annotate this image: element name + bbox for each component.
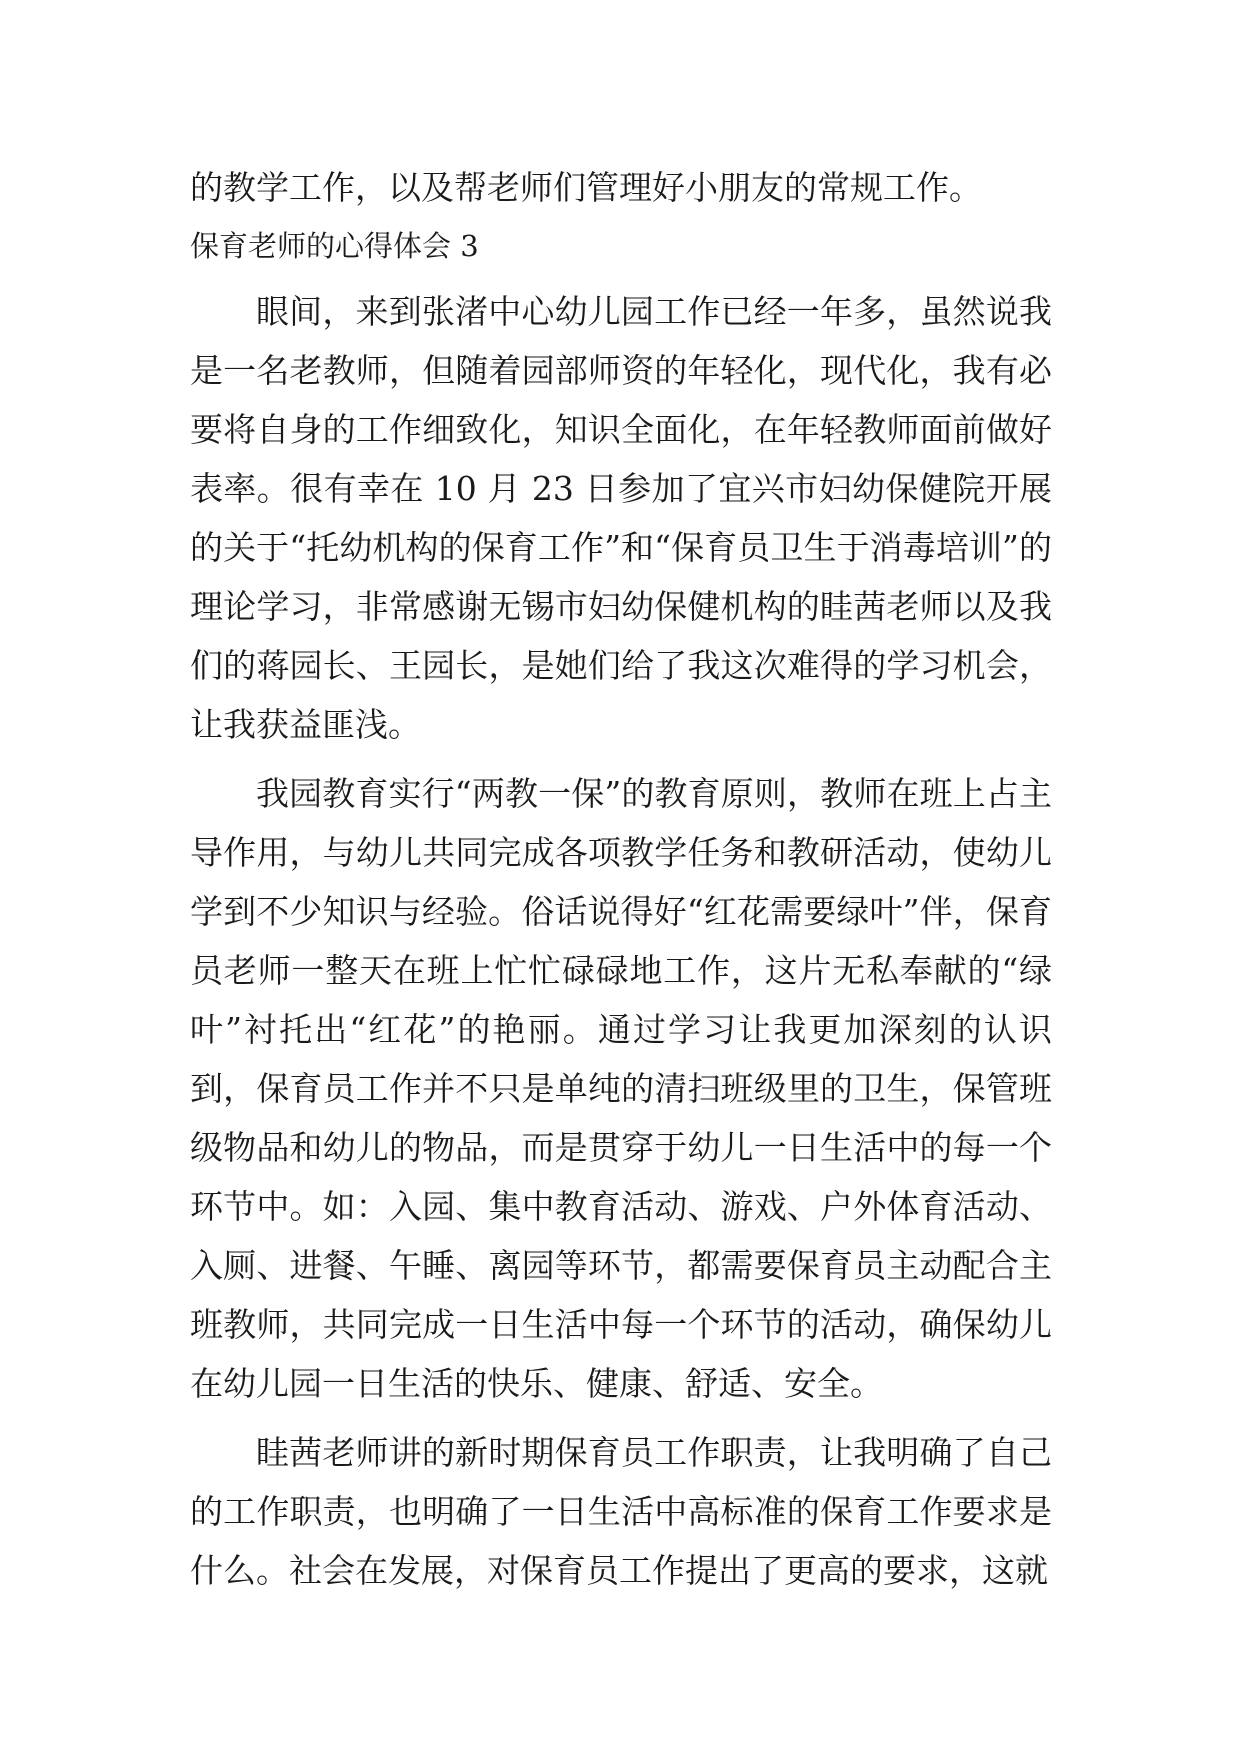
document-body <box>190 158 1052 1600</box>
paragraph-2: 我园教育实行“两教一保”的教育原则，教师在班上占主导作用，与幼儿共同完成各项教学任务和教研活动，使幼儿学到不少知识与经验。俗话说得好“红花需要绿叶”伴，保育员老师一整天在班上忙忙碌碌地工作，这片无私奉献的“绿叶”衬托出“红花”的艳丽。通过学习让我更加深刻的认识到，保育员工作并不只是单纯的清扫班级里的卫生，保管班级物品和幼儿的物品，而是贯穿于幼儿一日生活中的每一个环节中。如：入园、集中教育活动、游戏、户外体育活动、入厕、进餐、午睡、离园等环节，都需要保育员主动配合主班教师，共同完成一日生活中每一个环节的活动，确保幼儿在幼儿园一日生活的快乐、健康、舒适、安全。 <box>190 774 1052 1403</box>
paragraph-1: 眼间，来到张渚中心幼儿园工作已经一年多，虽然说我是一名老教师，但随着园部师资的年轻化，现代化，我有必要将自身的工作细致化，知识全面化，在年轻教师面前做好表率。很有幸在 10 月 23 日参加了宜兴市妇幼保健院开展的关于“托幼机构的保育工作”和“保育员卫生于消毒培训”的理论学习，非常感谢无锡市妇幼保健机构的眭茜老师以及我们的蒋园长、王园长，是她们给了我这次难得的学习机会，让我获益匪浅。 <box>190 292 1052 744</box>
spacer <box>190 1413 1052 1423</box>
section-title: 保育老师的心得体会 3 <box>190 229 479 263</box>
continuation-text: 的教学工作，以及帮老师们管理好小朋友的常规工作。 <box>190 168 982 207</box>
paragraph-3: 眭茜老师讲的新时期保育员工作职责，让我明确了自己的工作职责，也明确了一日生活中高标准的保育工作要求是什么。社会在发展，对保育员工作提出了更高的要求，这就 <box>190 1433 1052 1590</box>
spacer <box>190 754 1052 764</box>
